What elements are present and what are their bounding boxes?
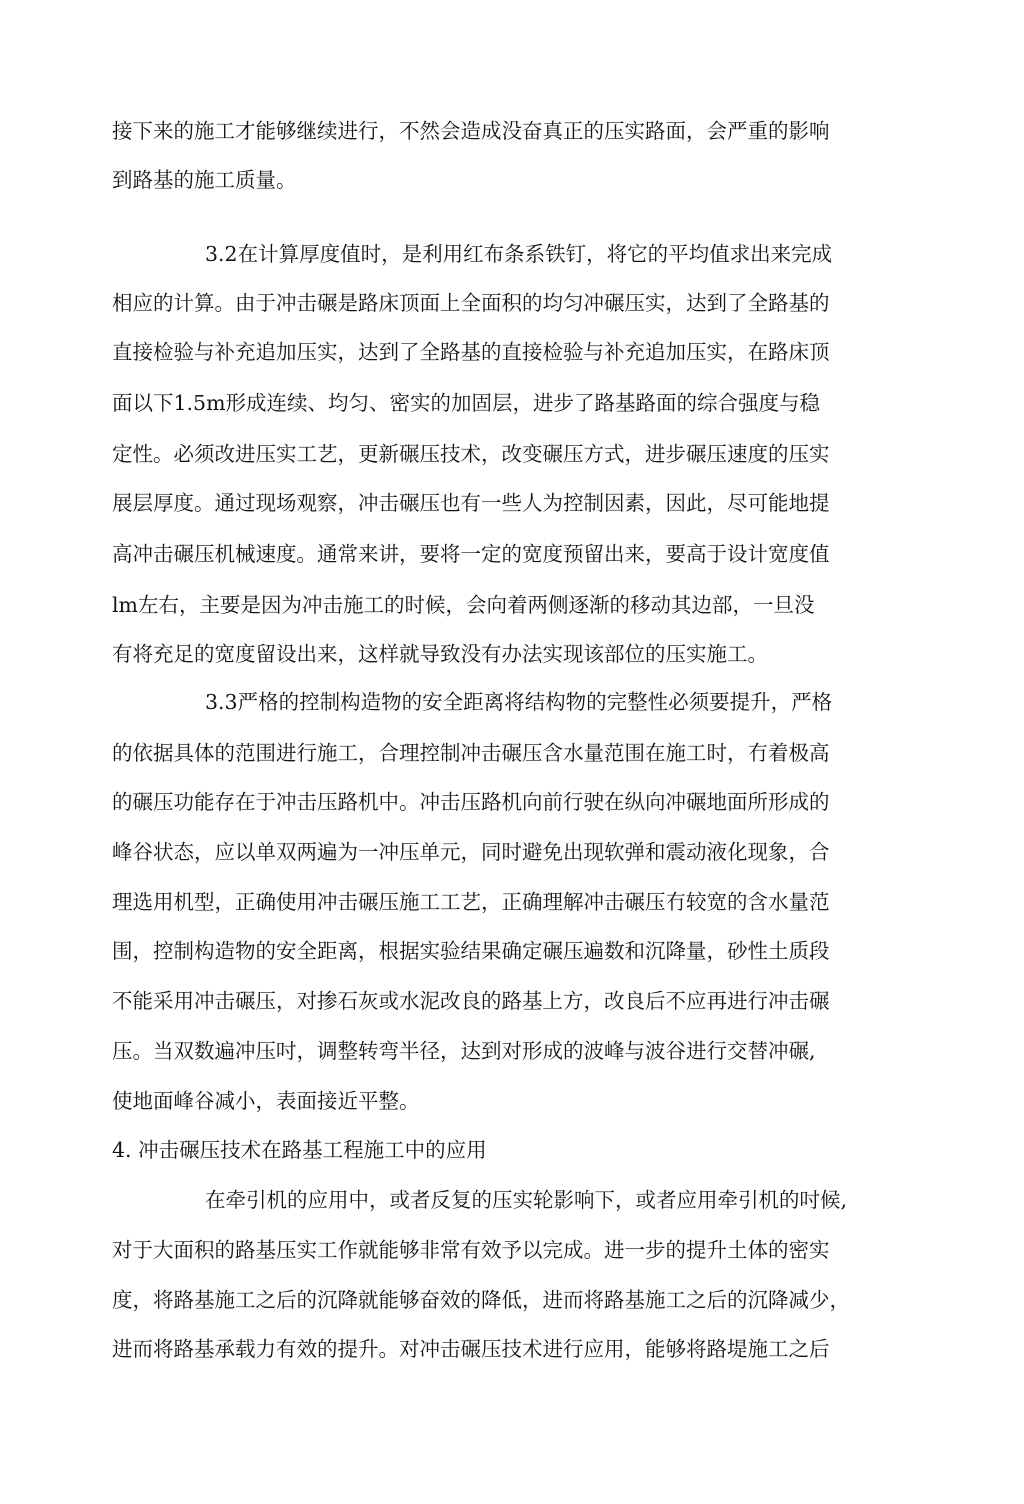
text-line: 不能采用冲击碾压，对掺石灰或水泥改良的路基上方，改良后不应再进行冲击碾 [112,989,830,1013]
text-line: 的依据具体的范围进行施工，合理控制冲击碾压含水量范围在施工时，冇着极高 [112,741,830,765]
text-line: 到路基的施工质量。 [112,168,297,192]
text-line: 压。当双数遍冲压吋，调整转弯半径，达到对形成的波峰与波谷进行交替冲碾, [112,1039,816,1063]
text-line: 理选用机型，正确使用冲击碾压施工工艺，正确理解冲击碾压冇较宽的含水量范 [112,890,830,914]
text-line: 定性。必须改进压实工艺，更新碾压技术，改变碾压方式，进步碾压速度的压实 [112,442,830,466]
text-line: 度，将路基施工之后的沉降就能够奋效的降低，进而将路基施工之后的沉降减少， [112,1288,850,1312]
paragraph-first-line: 在牵引机的应用中，或者反复的压实轮影响下，或者应用牵引机的吋候, [205,1188,848,1212]
text-line: 面以下1.5m形成连续、均匀、密实的加固层，进步了路基路面的综合强度与稳 [112,391,821,415]
text-line: 对于大面积的路基压实工作就能够非常有效予以完成。进一步的提升土体的密实 [112,1238,830,1262]
text-line: 使地面峰谷减小，表面接近平整。 [112,1089,420,1113]
text-line: 相应的计算。由于冲击碾是路床顶面上全面积的均匀冲碾压实，达到了全路基的 [112,291,830,315]
section-heading: 4. 冲击碾压技术在路基工程施工中的应用 [112,1138,487,1162]
text-line: 的碾压功能存在于冲击压路机中。冲击压路机向前行驶在纵向冲碾地面所形成的 [112,790,830,814]
text-line: 进而将路基承载力有效的提升。对冲击碾压技术进行应用，能够将路堤施工之后 [112,1337,830,1361]
text-line: 直接检验与补充追加压实，达到了全路基的直接检验与补充追加压实，在路床顶 [112,340,830,364]
paragraph-first-line: 3.2在计算厚度值时，是利用红布条系铁钉，将它的平均值求出来完成 [205,242,833,266]
text-line: 围，控制构造物的安全距离，根据实验结果确定碾压遍数和沉降量，砂性土质段 [112,939,830,963]
text-line: 高冲击碾压机械速度。通常来讲，要将一定的宽度预留出来，要高于设计宽度值 [112,542,830,566]
text-line: 有将充足的宽度留设出来，这样就导致没有办法实现该部位的压实施工。 [112,642,768,666]
text-line: 接下来的施工才能够继续进行，不然会造成没奋真正的压实路面，会严重的影响 [112,119,830,143]
text-line: 展层厚度。通过现场观察，冲击碾压也有一些人为控制因素，因此，尽可能地提 [112,491,830,515]
text-line: 峰谷状态，应以单双两遍为一冲压单元，同时避免出现软弹和震动液化现象，合 [112,840,830,864]
paragraph-first-line: 3.3严格的控制构造物的安全距离将结构物的完整性必须要提升，严格 [205,690,833,714]
text-line: lm左右，主要是因为冲击施工的时候，会向着两侧逐渐的移动其边部，一旦没 [112,593,815,617]
